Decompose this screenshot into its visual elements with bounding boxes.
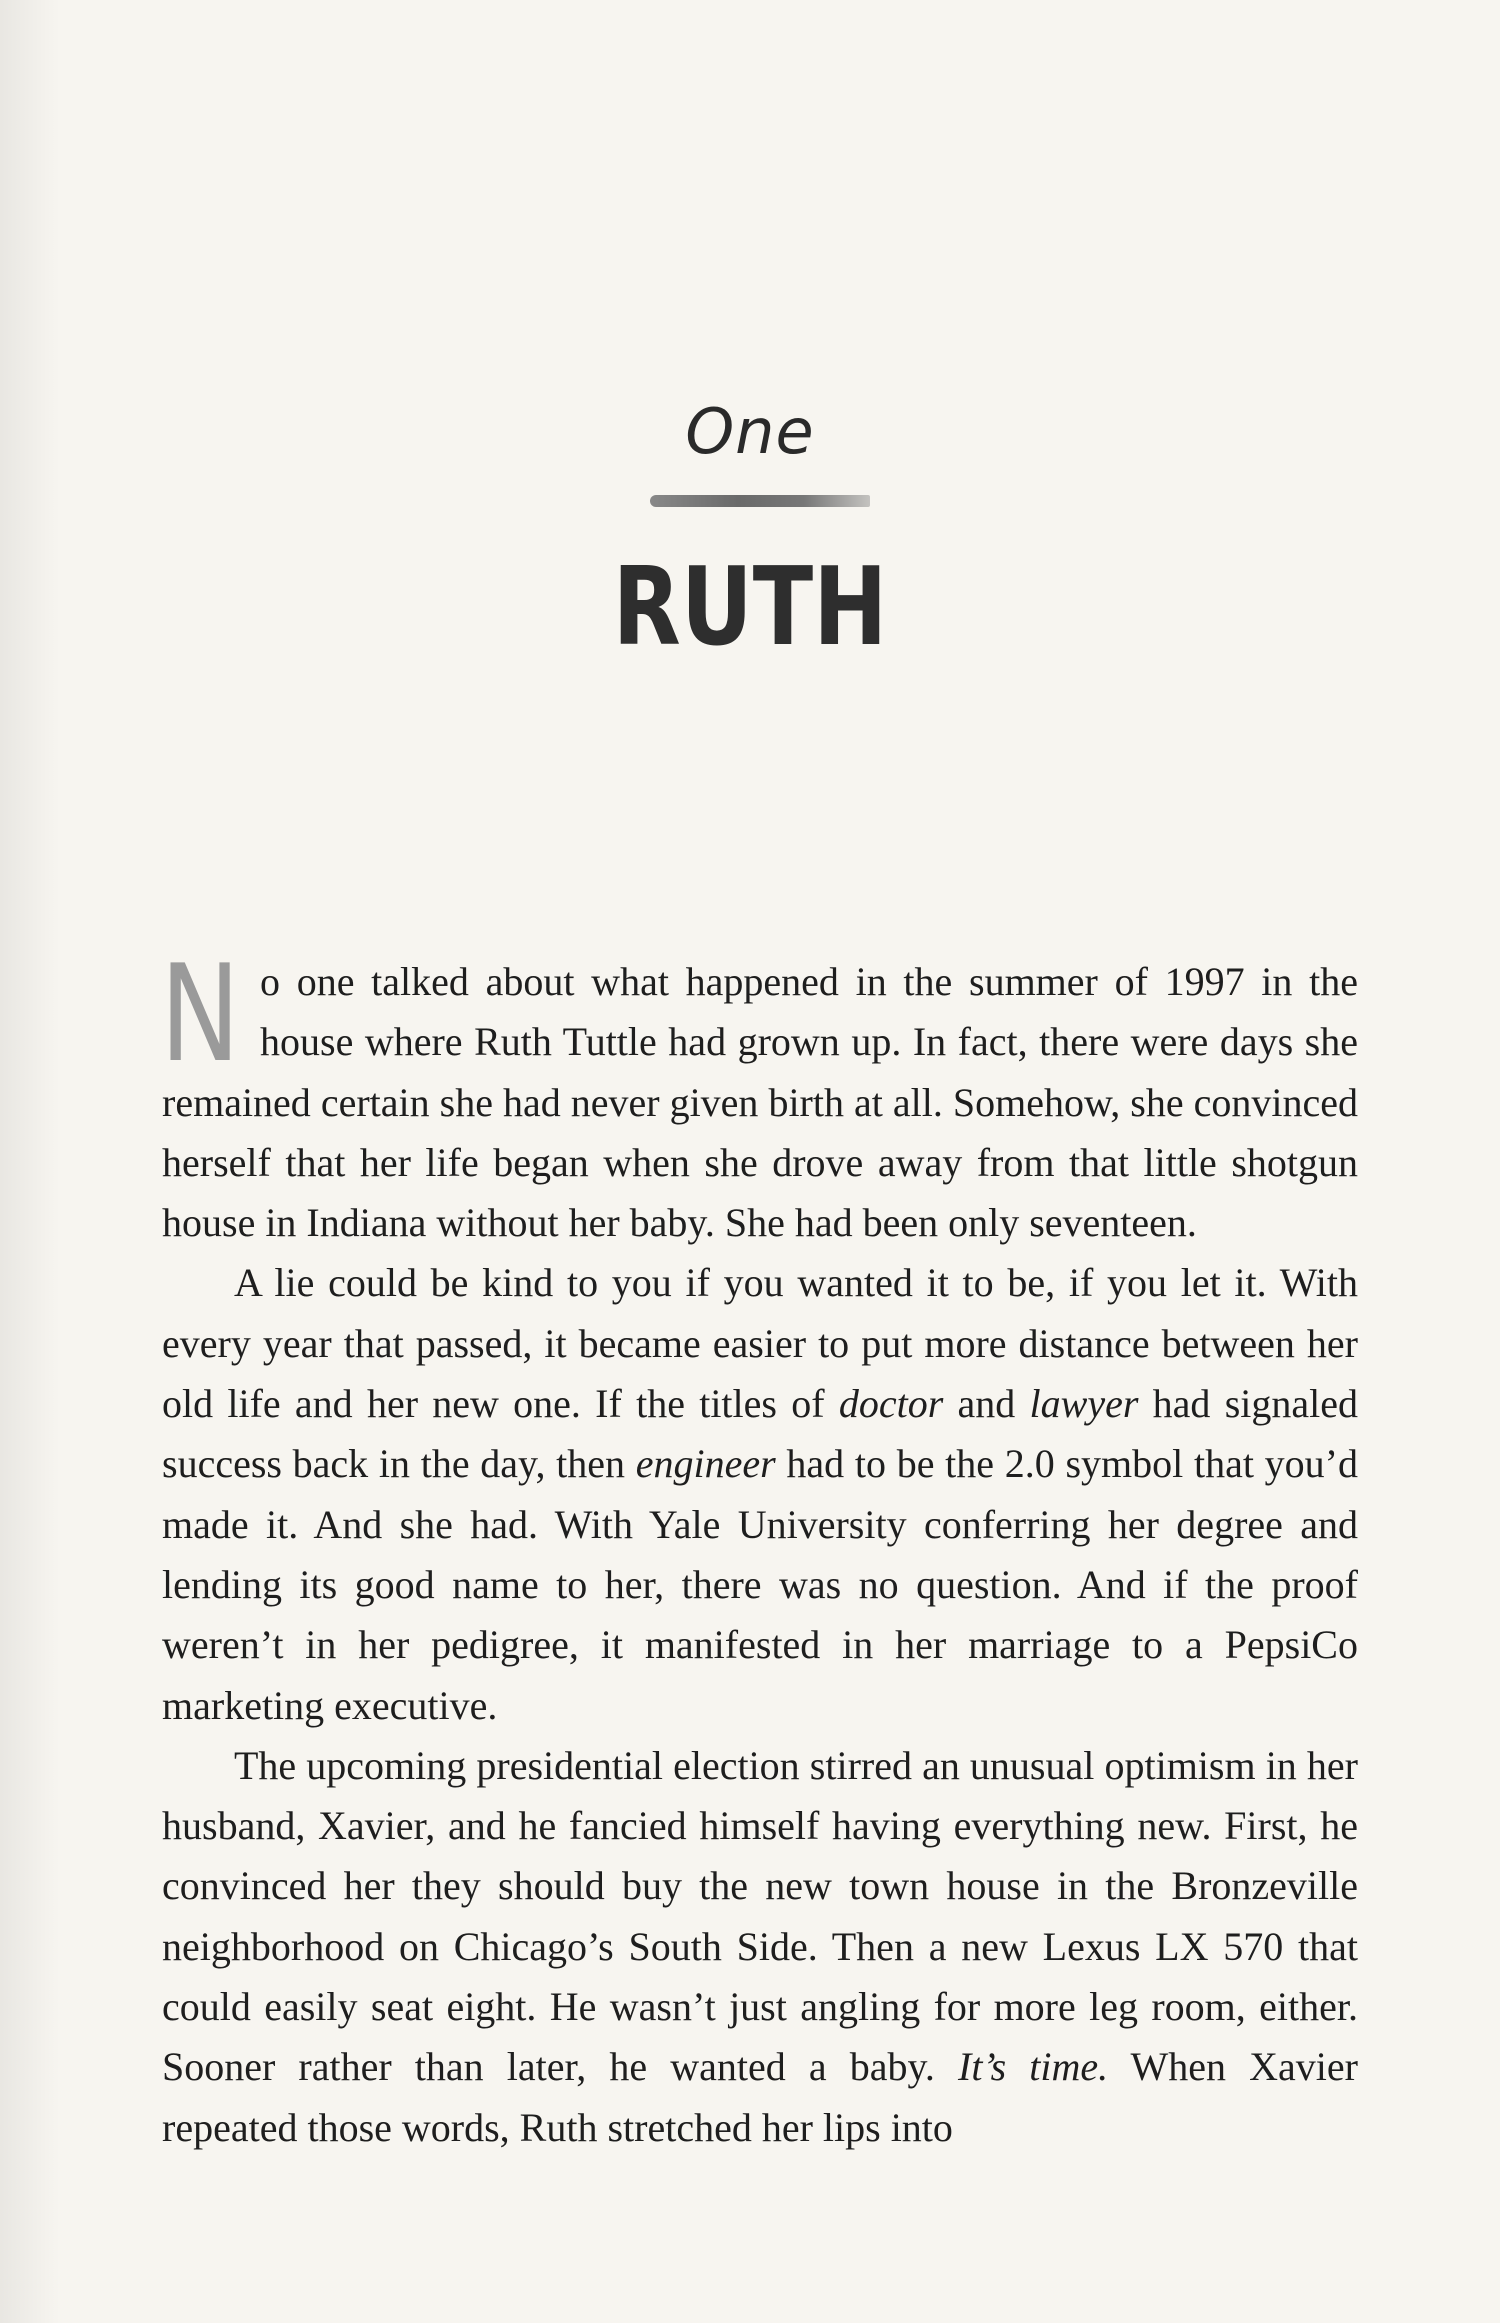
p3-text-b: When Xavier repeated those words, Ruth stretched her lips into [162, 2044, 1358, 2150]
p2-text-d: had to be the 2.0 symbol that you’d made it. And she had. With Yale University conferring her degree and lending its good name to her, there was no question. And if the proof weren’t in her pedigree, it manifested in her marriage to a PepsiCo marketing executive. [162, 1441, 1358, 1728]
p3-text-a: The upcoming presidential election stirred an unusual optimism in her husband, Xavier, and he fancied himself having everything new. First, he convinced her they should buy the new town house in the Bronzeville neighborhood on Chicago’s South Side. Then a new Lexus LX 570 that could easily seat eight. He wasn’t just angling for more leg room, either. Sooner rather than later, he wanted a baby. [162, 1742, 1358, 2090]
p2-text-c: had signaled success back in the day, then [162, 1381, 1358, 1487]
p2-text-b: and [943, 1381, 1030, 1427]
chapter-title: RUTH [612, 545, 888, 670]
drop-cap: N [160, 936, 241, 1092]
paragraph-3 [162, 1736, 1358, 2158]
paragraph-1 [160, 936, 1358, 1253]
p2-italic-doctor: doctor [838, 1381, 944, 1427]
paragraph-1-text: o one talked about what happened in the summer of 1997 in the house where Ruth Tuttle had grown up. In fact, there were days she remained certain she had never given birth at all. Somehow, she convinced herself that her life began when she drove away from that little shotgun house in Indiana without her baby. She had been only seventeen. [162, 959, 1358, 1246]
p2-text-a: A lie could be kind to you if you wanted it to be, if you let it. With every year that passed, it became easier to put more distance between her old life and her new one. If the titles of [162, 1260, 1358, 1427]
paragraph-2 [162, 1253, 1358, 1735]
chapter-divider-rule [650, 495, 870, 507]
chapter-number: One [685, 395, 815, 468]
p3-italic-its-time: It’s time. [958, 2044, 1109, 2090]
chapter-body [160, 936, 1358, 2158]
p2-italic-engineer: engineer [635, 1441, 776, 1487]
p2-italic-lawyer: lawyer [1029, 1381, 1139, 1427]
